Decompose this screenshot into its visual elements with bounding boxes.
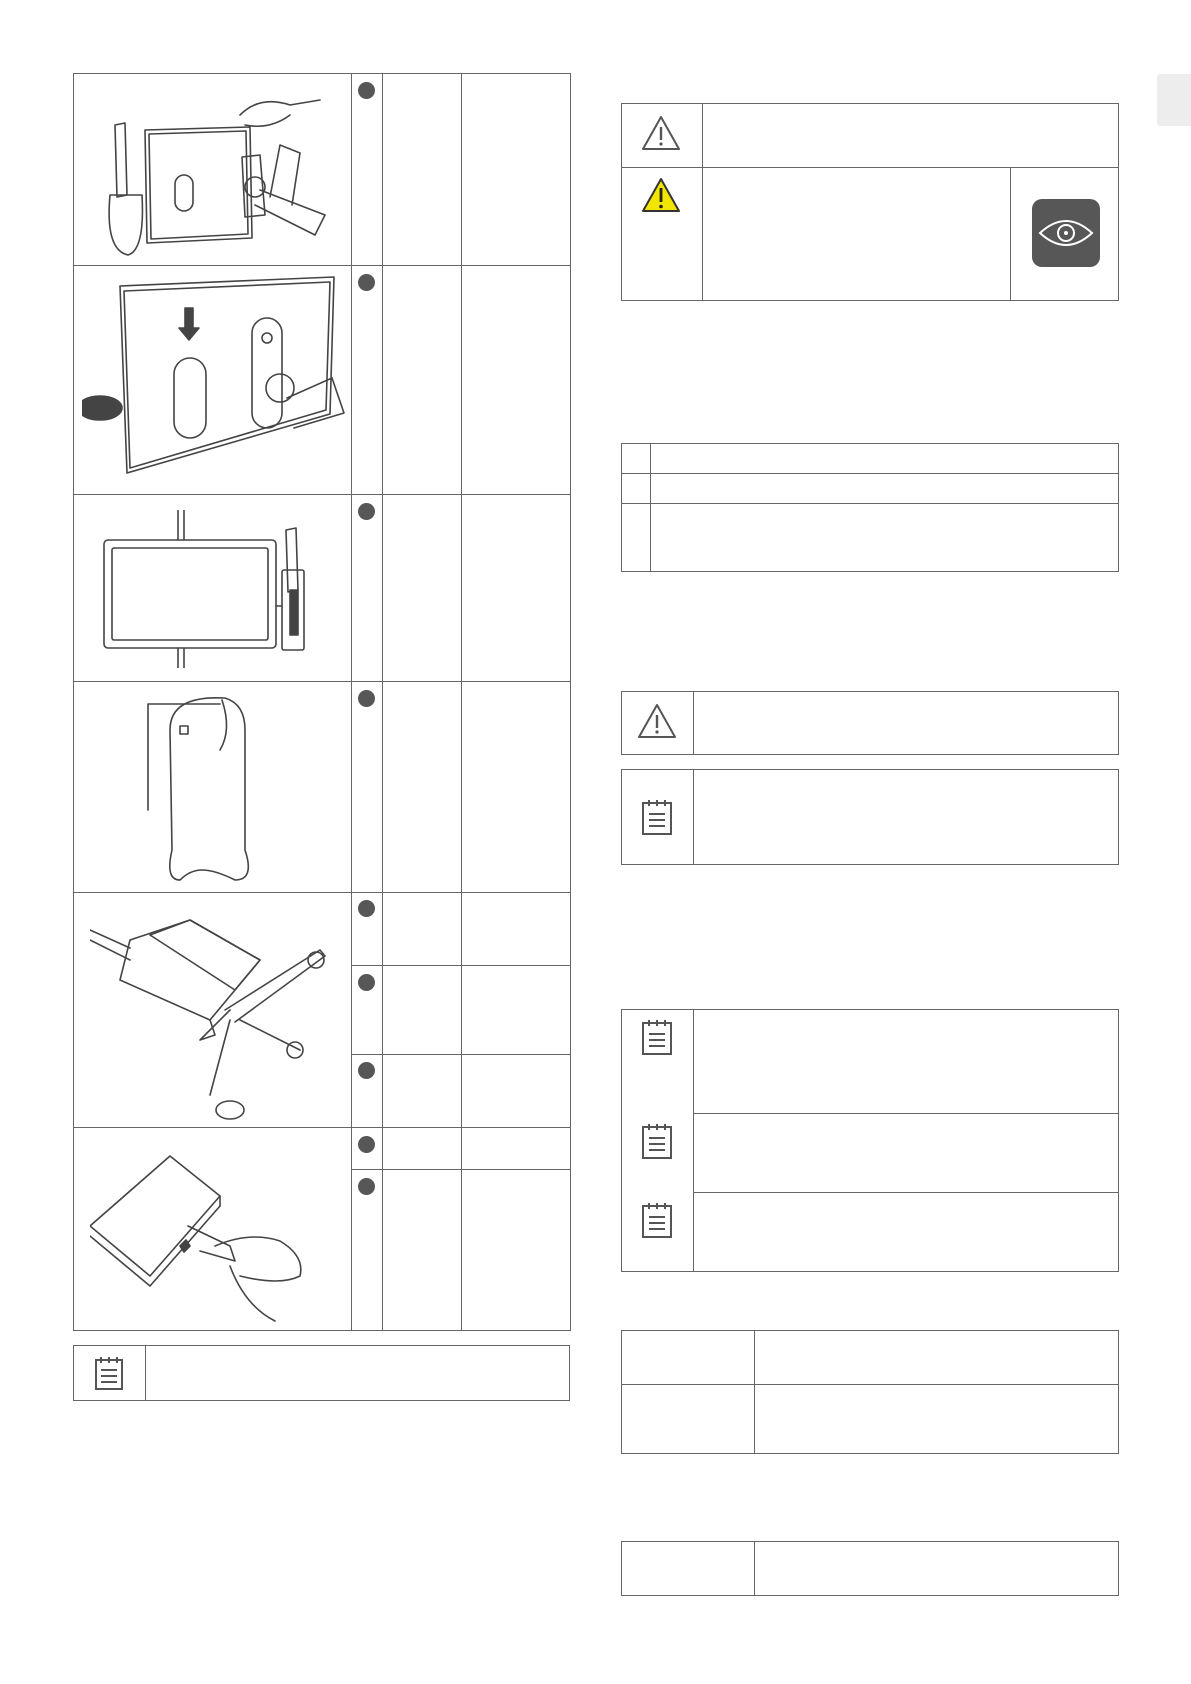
- step-marker: [358, 690, 375, 707]
- step-marker: [358, 82, 375, 99]
- eye-icon: [1032, 199, 1100, 267]
- caution-box: [621, 691, 1119, 755]
- numbered-table: [621, 443, 1119, 572]
- cable-connection-illustration: [90, 1136, 340, 1326]
- warning-outline-icon: [640, 114, 682, 152]
- step-marker: [358, 1136, 375, 1153]
- spec-table: [621, 1541, 1119, 1596]
- side-tab: [1157, 74, 1191, 126]
- step-marker: [358, 1178, 375, 1195]
- note-icon: [641, 798, 673, 836]
- note-icon: [94, 1355, 124, 1391]
- monitor-illustration: [100, 510, 340, 668]
- laptop-tray-illustration: [90, 900, 340, 1122]
- warning-yellow-icon: [640, 176, 682, 214]
- note-box: [621, 769, 1119, 865]
- bracket-mount-illustration: [82, 268, 350, 492]
- step-marker: [358, 274, 375, 291]
- left-note-box: [73, 1345, 570, 1401]
- step-marker: [358, 503, 375, 520]
- scanner-mount-illustration: [100, 75, 340, 263]
- step-marker: [358, 974, 375, 991]
- step-marker: [358, 1062, 375, 1079]
- note-icon: [641, 1018, 673, 1056]
- note-icon: [641, 1122, 673, 1160]
- warning-outline-icon: [636, 702, 678, 740]
- spec-table: [621, 1330, 1119, 1454]
- step-marker: [358, 900, 375, 917]
- notes-box: [621, 1009, 1119, 1272]
- note-icon: [641, 1201, 673, 1239]
- scanner-holder-illustration: [140, 690, 290, 886]
